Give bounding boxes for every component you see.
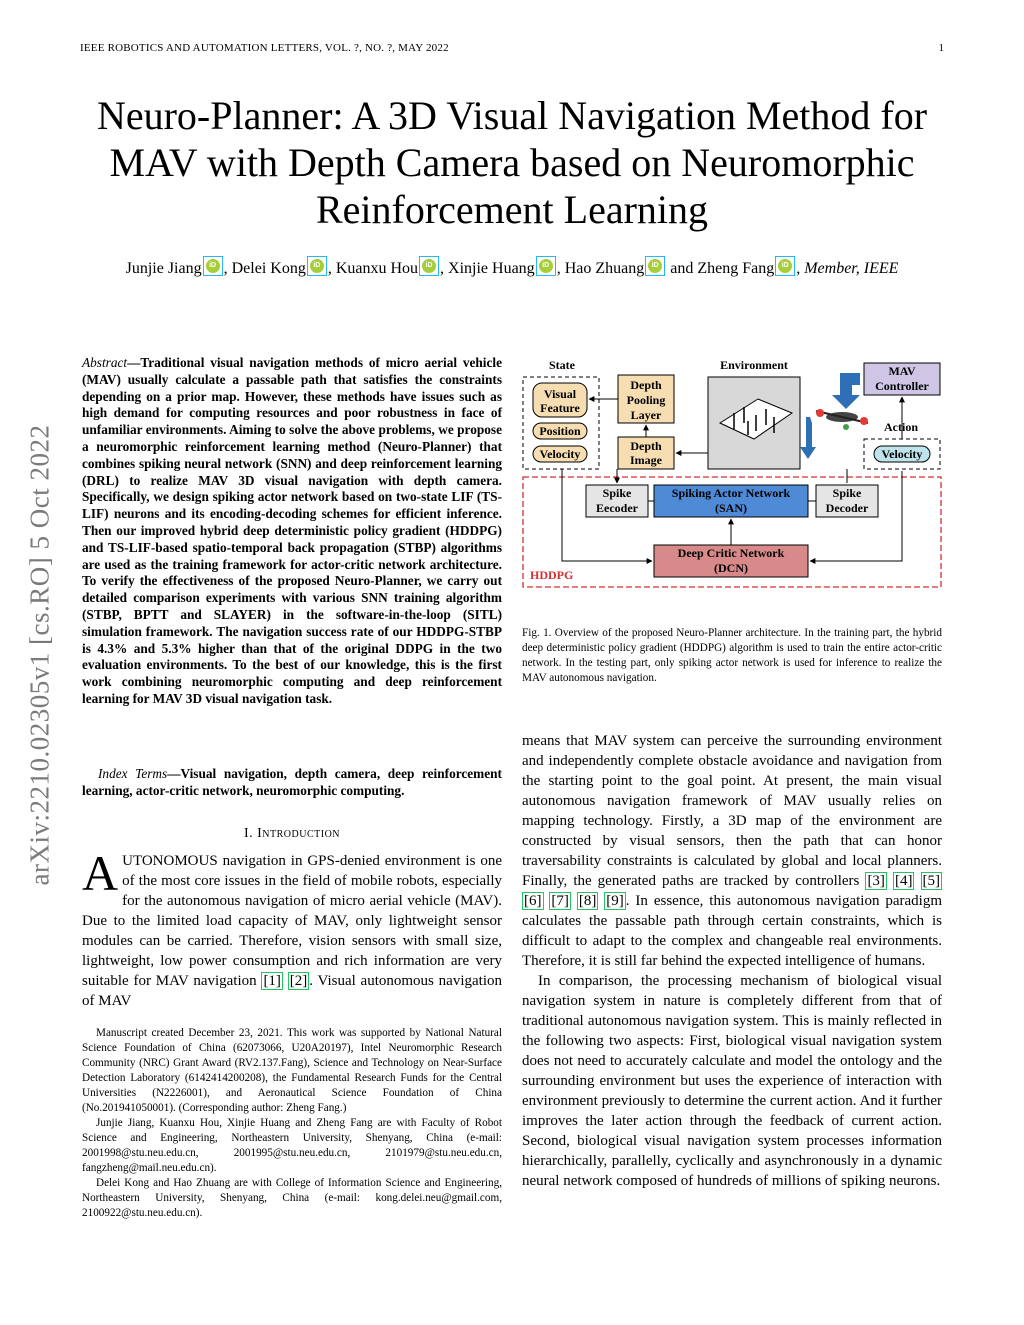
- mav-controller-line2: Controller: [875, 379, 929, 393]
- label-action: Action: [884, 420, 918, 434]
- dcn-line2: (DCN): [714, 561, 748, 575]
- citation-link[interactable]: [7]: [551, 893, 569, 909]
- abstract-label: Abstract: [82, 355, 128, 370]
- author-separator: and: [666, 260, 698, 277]
- mav-controller-line1: MAV: [888, 364, 916, 378]
- orcid-icon[interactable]: [536, 256, 556, 276]
- index-terms-label: Index Terms: [98, 766, 168, 781]
- arrow-controller-to-mav: [832, 373, 860, 409]
- index-terms: [82, 766, 502, 800]
- author-name: Kuanxu Hou: [335, 260, 419, 277]
- spike-decoder-line2: Decoder: [825, 501, 869, 515]
- right-column-body: [522, 731, 942, 1191]
- author-separator: ,: [440, 260, 449, 277]
- orcid-icon[interactable]: [775, 256, 795, 276]
- orcid-icon[interactable]: [645, 256, 665, 276]
- orcid-icon[interactable]: [419, 256, 439, 276]
- page-number: 1: [938, 42, 944, 54]
- dcn-line1: Deep Critic Network: [677, 546, 785, 560]
- action-velocity-label: Velocity: [881, 447, 923, 461]
- index-terms-text: —Visual navigation, depth camera, deep reinforcement learning, actor-critic network, neuromorphic computing.: [82, 766, 502, 798]
- position-label: Position: [539, 424, 581, 438]
- spike-decoder-line1: Spike: [832, 486, 862, 500]
- abstract-text: —Traditional visual navigation methods of micro aerial vehicle (MAV) usually calculate a passable path that satisfies the constraints depending on a prior map. However, these methods have issues such as high demand for computing resources and poor robustness in face of unfamiliar environments. Aiming to solve the above problems, we propose a neuromorphic reinforcement learning method (Neuro-Planner) that combines spiking neural network (SNN) and deep reinforcement learning (DRL) to realize MAV 3D visual navigation with depth camera. Specifically, we design spiking actor network based on two-state LIF (TS-LIF) neurons and its encoding-decoding schemes for efficient inference. Then our improved hybrid deep deterministic policy gradient (HDDPG) and TS-LIF-based spatio-temporal back propagation (STBP) algorithms are used as the training framework for actor-critic network architecture. To verify the effectiveness of the proposed Neuro-Planner, we carry out detailed comparison experiments with various SNN training algorithm (STBP, BPTT and SLAYER) in the software-in-the-loop (SITL) simulation framework. The navigation success rate of our HDDPG-STBP is 4.3% and 5.3% higher than that of the original DDPG in the two evaluation environments. To the best of our knowledge, this is the first work combining neuromorphic computing and deep reinforcement learning for MAV 3D visual navigation task.: [82, 355, 502, 706]
- citation-link[interactable]: [2]: [289, 973, 308, 989]
- paper-title: Neuro-Planner: A 3D Visual Navigation Method for MAV with Depth Camera based on Neuromorphic Reinforcement Learning: [96, 93, 928, 232]
- body-text: means that MAV system can perceive the surrounding environment and independently complete obstacle avoidance and navigation from the starting point to the goal point. At present, the main visual autonomous navigation framework of MAV usually relies on mapping technology. Firstly, a 3D map of the environment are constructed by visual sensors, then the path that can honor traversability constraints is calculated by global and local planners. Finally, the generated paths are tracked by controllers: [522, 733, 942, 889]
- author-name: Hao Zhuang: [564, 260, 645, 277]
- author-separator: ,: [327, 260, 336, 277]
- arrow-mav-to-env: [800, 417, 816, 459]
- citation-link[interactable]: [3]: [867, 873, 885, 889]
- author-separator: ,: [556, 260, 565, 277]
- section-heading: I. Introduction: [243, 826, 341, 841]
- spike-encoder-line1: Spike: [602, 486, 632, 500]
- citation-link[interactable]: [4]: [894, 873, 913, 889]
- spike-encoder-line2: Eecoder: [596, 501, 638, 515]
- figure-caption: Fig. 1. Overview of the proposed Neuro-Planner architecture. In the training part, the hybrid deep deterministic policy gradient (HDDPG) algorithm is used to train the entire actor-critic network. In the testing part, only spiking actor network is used for inference to realize the MAV autonomous navigation.: [522, 627, 942, 684]
- drone-icon: [816, 409, 868, 430]
- arxiv-id[interactable]: arXiv:2210.02305v1 [cs.RO] 5 Oct 2022: [24, 424, 55, 886]
- visual-feature-line1: Visual: [543, 387, 577, 401]
- visual-feature-line2: Feature: [540, 401, 580, 415]
- running-header: IEEE ROBOTICS AND AUTOMATION LETTERS, VOL. ?, NO. ?, MAY 2022: [80, 42, 449, 54]
- depth-image-line1: Depth: [630, 439, 662, 453]
- citation-link[interactable]: [6]: [524, 893, 542, 909]
- depth-image-label: [630, 439, 663, 467]
- author-separator: ,: [223, 260, 232, 277]
- author-name: Xinjie Huang: [448, 260, 535, 277]
- orcid-icon[interactable]: [203, 256, 223, 276]
- hddpg-label: HDDPG: [530, 568, 574, 582]
- depth-image-line2: Image: [630, 453, 662, 467]
- san-line2: (SAN): [715, 501, 747, 515]
- body-paragraph: In comparison, the processing mechanism of biological visual navigation system in nature is completely different from that of traditional autonomous navigation system. This is mainly reflected in the following two aspects: First, biological visual navigation system does not need to accurately calculate and model the ontology and the surrounding environment but uses the experience of interaction with environment previously to determine the current action. And it further improves the later action through the feedback of current action. Second, biological visual navigation system processes information hierarchically, parallelly, cyclically and asynchronously in a dynamic neural network composed of hundreds of millions of spiking neurons.: [522, 973, 942, 1189]
- citation-link[interactable]: [1]: [263, 973, 281, 989]
- author-name: Junjie Jiang: [125, 260, 202, 277]
- intro-text: UTONOMOUS navigation in GPS-denied environment is one of the most core issues in the field of mobile robots, especially for the autonomous navigation of micro aerial vehicle (MAV). Due to the limited load capacity of MAV, only lightweight sensor modules can be carried. Therefore, vision sensors with small size, lightweight, low power consumption and rich information are very suitable for MAV navigation: [82, 853, 502, 989]
- intro-text-tail: . Visual autonomous navigation of MAV: [82, 973, 503, 1009]
- visual-feature-label: [540, 387, 580, 415]
- san-line1: Spiking Actor Network: [671, 486, 791, 500]
- depth-pooling-line2: Pooling: [626, 393, 666, 407]
- author-list: [80, 256, 944, 281]
- depth-pooling-line3: Layer: [630, 408, 662, 422]
- author-membership: , Member, IEEE: [796, 260, 899, 277]
- citation-link[interactable]: [9]: [606, 893, 624, 909]
- citation-link[interactable]: [8]: [578, 893, 597, 909]
- abstract: [82, 355, 502, 708]
- footnote-affiliation: Delei Kong and Hao Zhuang are with College of Information Science and Engineering, Northeastern University, Shenyang, China (e-mail: kong.delei.neu@gmail.com, 2100922@stu.neu.edu.cn).: [82, 1177, 502, 1219]
- drop-cap: A: [82, 845, 119, 901]
- arxiv-sidebar: [20, 355, 60, 955]
- footnote-affiliation: Junjie Jiang, Kuanxu Hou, Xinjie Huang and Zheng Fang are with Faculty of Robot Science and Engineering, Northeastern University, Shenyang, China (e-mail: 2001998@stu.neu.edu.cn, 2001995@stu.neu.edu.cn, 2101979@stu.neu.edu.cn, fangzheng@mail.neu.edu.cn).: [82, 1117, 502, 1174]
- label-environment: Environment: [720, 358, 788, 372]
- body-paragraph: [522, 731, 942, 971]
- depth-pooling-line1: Depth: [630, 378, 662, 392]
- depth-pooling-label: [627, 378, 666, 422]
- footnotes: [82, 1026, 502, 1221]
- author-name: Zheng Fang: [697, 260, 775, 277]
- orcid-icon[interactable]: [307, 256, 327, 276]
- velocity-label: Velocity: [539, 447, 581, 461]
- figure-architecture: [520, 355, 944, 600]
- author-name: Delei Kong: [231, 260, 306, 277]
- body-text: . In essence, this autonomous navigation paradigm calculates the passable path through certain constraints, which is difficult to adapt to the complex and changeable real environments. Therefore, it is still far behind the expected intelligence of humans.: [522, 893, 943, 969]
- label-state: State: [549, 358, 575, 372]
- footnote-funding: Manuscript created December 23, 2021. This work was supported by National Natural Science Foundation of China (62073066, U20A20197), Intel Neuromorphic Research Community (NRC) Grant Award (RV2.137.Fang), Science and Technology on Near-Surface Detection Laboratory (6142414200208), the Fundamental Research Funds for the Central Universities (N2226001), and Aeronautical Science Foundation of China (No.201941050001). (Corresponding author: Zheng Fang.): [82, 1027, 502, 1114]
- intro-paragraph: [82, 845, 503, 1011]
- citation-link[interactable]: [5]: [922, 873, 941, 889]
